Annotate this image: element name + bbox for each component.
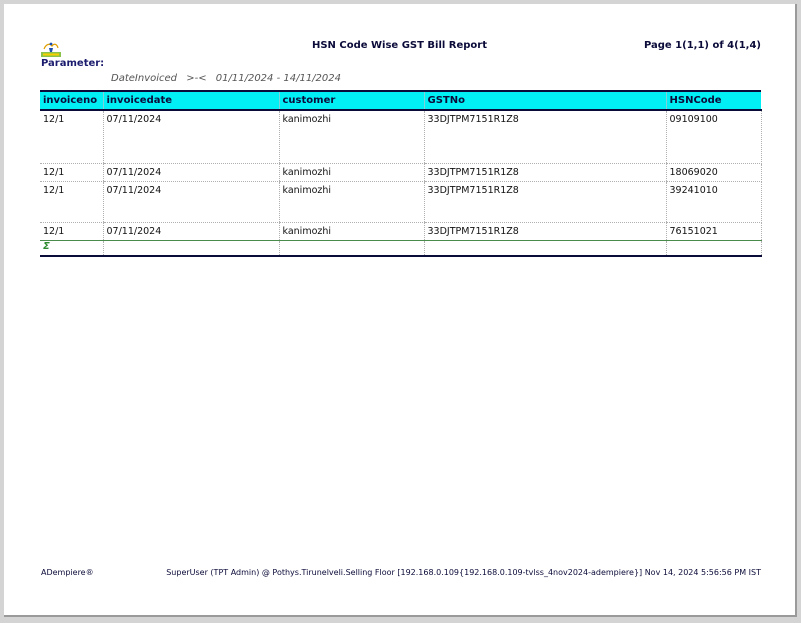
report-title: HSN Code Wise GST Bill Report — [311, 40, 488, 51]
column-header-invoiceno[interactable]: invoiceno — [40, 91, 103, 110]
parameter-value: 01/11/2024 - 14/11/2024 — [215, 73, 342, 84]
summary-row — [40, 241, 761, 257]
cell-hsncode: 76151021 — [666, 223, 761, 241]
footer-session-info: SuperUser (TPT Admin) @ Pothys.Tirunelveli.Selling Floor [192.168.0.109{192.168.0.109-tvlss_4nov2024-adempiere}] Nov 14, 2024 5:56:56 PM IST — [166, 568, 761, 577]
cell-gstno: 33DJTPM7151R1Z8 — [424, 182, 666, 223]
parameter-name: DateInvoiced — [111, 73, 178, 84]
report-page — [4, 4, 797, 617]
cell-customer: kanimozhi — [279, 182, 424, 223]
table-row — [40, 182, 761, 223]
parameter-row — [111, 73, 347, 84]
summary-cell — [666, 241, 761, 257]
parameter-label: Parameter: — [41, 58, 105, 69]
cell-customer: kanimozhi — [279, 164, 424, 182]
footer-brand: ADempiere® — [41, 568, 94, 577]
cell-gstno: 33DJTPM7151R1Z8 — [424, 164, 666, 182]
summary-cell — [40, 241, 103, 257]
cell-customer: kanimozhi — [279, 110, 424, 164]
cell-invoicedate: 07/11/2024 — [103, 110, 279, 164]
parameter-operator: >-< — [186, 73, 207, 84]
column-header-customer[interactable]: customer — [279, 91, 424, 110]
cell-invoiceno: 12/1 — [40, 223, 103, 241]
cell-hsncode: 39241010 — [666, 182, 761, 223]
cell-invoiceno: 12/1 — [40, 164, 103, 182]
column-header-hsncode[interactable]: HSNCode — [666, 91, 761, 110]
cell-customer: kanimozhi — [279, 223, 424, 241]
column-header-gstno[interactable]: GSTNo — [424, 91, 666, 110]
cell-invoicedate: 07/11/2024 — [103, 164, 279, 182]
cell-gstno: 33DJTPM7151R1Z8 — [424, 110, 666, 164]
summary-cell — [424, 241, 666, 257]
cell-invoicedate: 07/11/2024 — [103, 182, 279, 223]
table-row — [40, 110, 761, 164]
page-indicator: Page 1(1,1) of 4(1,4) — [643, 40, 761, 51]
report-table — [40, 90, 762, 257]
summary-cell — [279, 241, 424, 257]
table-header-row — [40, 91, 761, 110]
cell-gstno: 33DJTPM7151R1Z8 — [424, 223, 666, 241]
cell-hsncode: 09109100 — [666, 110, 761, 164]
sum-icon: Σ — [43, 241, 50, 252]
summary-cell — [103, 241, 279, 257]
cell-invoiceno: 12/1 — [40, 110, 103, 164]
cell-hsncode: 18069020 — [666, 164, 761, 182]
table-row — [40, 164, 761, 182]
table-row — [40, 223, 761, 241]
column-header-invoicedate[interactable]: invoicedate — [103, 91, 279, 110]
cell-invoiceno: 12/1 — [40, 182, 103, 223]
cell-invoicedate: 07/11/2024 — [103, 223, 279, 241]
